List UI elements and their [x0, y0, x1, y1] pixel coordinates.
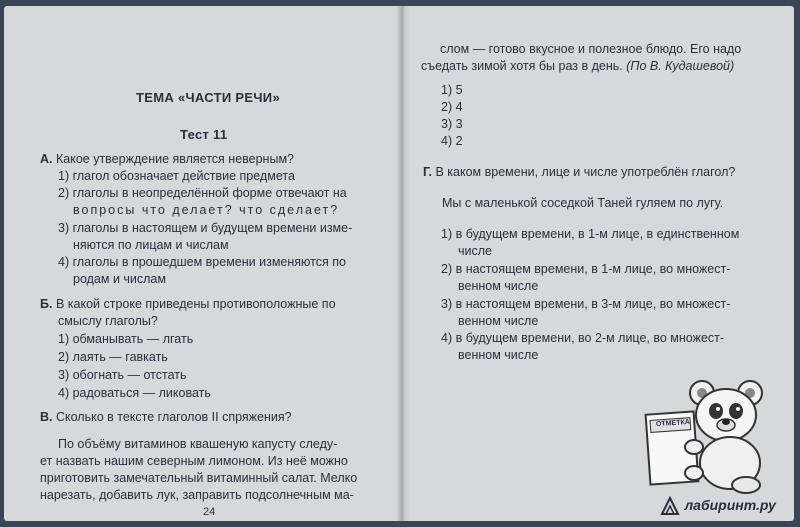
question-g-sentence: Мы с маленькой соседкой Таней гуляем по лугу.	[442, 196, 724, 210]
passage-line-2: ет назвать нашим северным лимоном. Из неё можно	[40, 454, 348, 468]
question-a-option-2: 2) глаголы в неопределённой форме отвечают на	[58, 186, 347, 200]
question-a-option-4: 4) глаголы в прошедшем времени изменяются по	[58, 255, 346, 269]
answer-v-1: 1) 5	[441, 83, 463, 97]
book-spine	[396, 6, 410, 521]
answer-v-4: 4) 2	[441, 134, 463, 148]
test-title: Тест 11	[180, 127, 228, 142]
question-g-option-1: 1) в будущем времени, в 1-м лице, в единственном	[441, 227, 740, 241]
question-a-label: А.	[40, 152, 53, 166]
question-a-text: Какое утверждение является неверным?	[55, 152, 294, 166]
question-g-label: Г.	[423, 165, 432, 179]
question-b-label: Б.	[40, 297, 53, 311]
question-b-text-cont: смыслу глаголы?	[58, 314, 158, 328]
question-g-option-4-cont: венном числе	[458, 348, 539, 362]
bear-icon	[640, 375, 768, 495]
question-b-option-2: 2) лаять — гавкать	[58, 350, 168, 364]
question-g-option-4: 4) в будущем времени, во 2-м лице, во множест-	[441, 331, 725, 345]
watermark-text: лабиринт.ру	[684, 497, 776, 514]
bear-illustration	[640, 375, 768, 495]
answer-v-2: 2) 4	[441, 100, 463, 114]
question-v	[40, 409, 292, 426]
question-b-text: В какой строке приведены противоположные по	[55, 297, 336, 311]
question-a-option-3: 3) глаголы в настоящем и будущем времени изме-	[58, 221, 353, 235]
passage-source: (По В. Кудашевой)	[626, 59, 735, 73]
passage-line-3: приготовить замечательный витаминный салат. Мелко	[40, 471, 358, 485]
topic-title: ТЕМА «ЧАСТИ РЕЧИ»	[136, 90, 280, 105]
passage-cont-line-2	[421, 58, 734, 75]
passage-line-4: нарезать, добавить лук, заправить подсолнечным ма-	[40, 488, 354, 502]
question-g-option-3: 3) в настоящем времени, в 3-м лице, во множест-	[441, 297, 731, 311]
question-a-option-3-cont: няются по лицам и числам	[73, 238, 229, 252]
watermark-logo	[660, 496, 776, 516]
question-b-option-1: 1) обманывать — лгать	[58, 332, 194, 346]
question-a-option-4-cont: родам и числам	[73, 272, 166, 286]
labirint-logo-icon	[660, 496, 680, 516]
question-g-option-3-cont: венном числе	[458, 314, 539, 328]
bear-sign-label: ОТМЕТКА	[655, 418, 691, 429]
passage-cont-text: съедать зимой хотя бы раз в день.	[421, 59, 623, 73]
question-b-option-3: 3) обогнать — отстать	[58, 368, 187, 382]
question-g	[423, 164, 735, 181]
question-g-option-2-cont: венном числе	[458, 279, 539, 293]
question-a-option-1: 1) глагол обозначает действие предмета	[58, 169, 295, 183]
question-b-option-4: 4) радоваться — ликовать	[58, 386, 211, 400]
question-a	[40, 151, 294, 168]
question-g-option-1-cont: числе	[458, 244, 492, 258]
question-v-text: Сколько в тексте глаголов II спряжения?	[55, 410, 292, 424]
question-g-option-2: 2) в настоящем времени, в 1-м лице, во множест-	[441, 262, 731, 276]
passage-cont-line-1: слом — готово вкусное и полезное блюдо. Его надо	[440, 42, 742, 56]
question-g-text: В каком времени, лице и числе употреблён глагол?	[435, 165, 736, 179]
page-number: 24	[203, 506, 216, 518]
question-v-label: В.	[40, 410, 53, 424]
question-b	[40, 296, 336, 313]
answer-v-3: 3) 3	[441, 117, 463, 131]
passage-line-1: По объёму витаминов квашеную капусту следу-	[58, 437, 338, 451]
question-a-option-2-cont: вопросы что делает? что сделает?	[73, 203, 340, 217]
